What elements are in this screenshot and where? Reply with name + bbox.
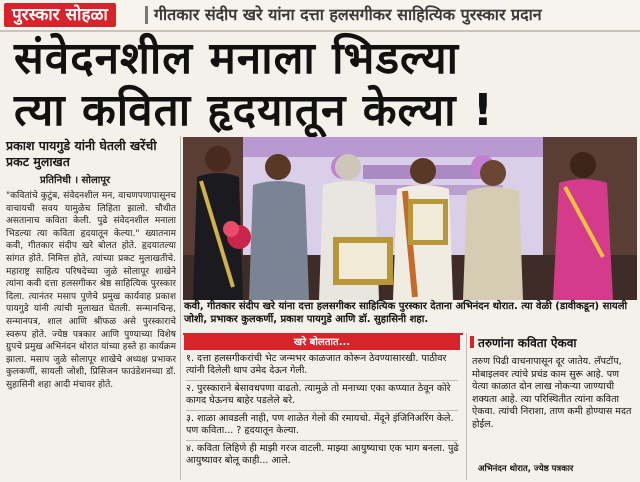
right-column-title — [470, 334, 636, 352]
quotes-title: खरे बोलतात... — [184, 335, 460, 350]
event-photo — [183, 137, 637, 300]
accent-bar — [470, 336, 474, 348]
quote-item: २. पुरस्काराने बेसावधपणा वाढतो. त्यामुळे तो मनाच्या एका कप्प्यात ठेवून कोरे कागद घेऊनच बाहेर पडलेले बरे. — [186, 383, 451, 406]
quote-divider — [186, 410, 458, 411]
headline-line-2: त्या कविता हृदयातून केल्या ! — [14, 85, 494, 136]
right-column-text: तरुण पिढी वाचनापासून दूर जातेय. लॅपटॉप, मोबाइलवर त्यांचे प्रचंड काम सुरू आहे. पण येत्या काळात दोन लाख नोकऱ्या जाण्याची शक्यता आहे. त्या परिस्थितीत त्यांना कविता ऐकवा. त्यांची निराशा, ताण कमी होण्यास मदत होईल. — [472, 356, 632, 430]
quote-divider — [186, 440, 458, 441]
strip-divider — [145, 6, 148, 24]
quote-item: ४. कविता लिहिणे ही माझी गरज वाटली. माझ्या आयुष्याचा एक भाग बनला. पुढे आयुष्यावर बोलू काही... आले. — [186, 443, 459, 466]
quote-item: १. दत्ता हलसगीकरांची भेट जन्मभर काळजात कोरून ठेवण्यासारखी. पाठीवर त्यांनी दिलेली थाप उमेद देऊन गेली. — [186, 353, 447, 376]
right-column-signature: अभिनंदन थोरात, ज्येष्ठ पत्रकार — [478, 464, 574, 474]
photo-caption: कवी, गीतकार संदीप खरे यांना दत्ता हलसगीकर साहित्यिक पुरस्कार देताना अभिनंदन थोरात. त्या वेळी (डावीकडून) सायली जोशी, प्रभाकर कुलकर्णी, प्रकाश पायगुडे आणि डॉ. सुहासिनी शहा. — [184, 301, 628, 325]
strip-title: गीतकार संदीप खरे यांना दत्ता हलसगीकर साहित्यिक पुरस्कार प्रदान — [154, 5, 542, 24]
right-column-divider — [466, 333, 467, 480]
headline-line-1: संवेदनशील मनाला भिडल्या — [14, 33, 460, 84]
quote-item: ३. शाळा आवडली नाही, पण शाळेत गेलो की रमायचो. मेंदूने इंजिनिअरिंग केले. पण कविता... ? हृदयातून केल्या. — [186, 413, 454, 436]
article-body: "कवितांचे कुटुंब, संवेदनशील मन, वाचणपणापासूनच वाचायची सवय यामुळेच लिहिता झालो. चौथीत असतानाच कविता केली. पुढे संवेदनशील मनाला भिडल्या त्या कविता हृदयातून केल्या." ख्यातनाम कवी, गीतकार संदीप खरे बोलत होते. हृदयातल्या सांगत होते. निमित्त होते, त्यांच्या प्रकट मुलाखतीचे. महाराष्ट्र साहित्य परिषदेच्या जुळे सोलापूर शाखेने त्यांना कवी दत्ता हलसगीकर श्रेष्ठ साहित्यिक पुरस्कार दिला. त्यानंतर मसाप पुणेचे प्रमुख कार्यवाह प्रकाश पायगुडे यांनी त्यांची मुलाखत घेतली. सन्मानचिन्ह, सन्मानपत्र, शाल आणि श्रीफळ असे पुरस्काराचे स्वरूप होते. ज्येष्ठ पत्रकार आणि पुण्याच्या विशेष ग्रुपचे प्रमुख अभिनंदन थोरात यांच्या हस्ते हा कार्यक्रम झाला. मसाप जुळे सोलापूर शाखेचे अध्यक्ष प्रभाकर कुलकर्णी, सायली जोशी, प्रिसिजन फाउंडेशनच्या डॉ. सुहासिनी शहा आदी मंचावर होते. — [6, 191, 176, 390]
byline: प्रतिनिधी । सोलापूर — [40, 175, 111, 186]
right-column-title-text: तरुणांना कविता ऐकवा — [478, 336, 577, 350]
quote-divider — [186, 380, 458, 381]
event-photo-illustration — [183, 137, 637, 300]
lead-summary: प्रकाश पायगुडे यांनी घेतली खरेंची प्रकट मुलाखत — [6, 138, 157, 169]
section-tag: पुरस्कार सोहळा — [4, 3, 116, 27]
column-divider — [180, 136, 181, 480]
